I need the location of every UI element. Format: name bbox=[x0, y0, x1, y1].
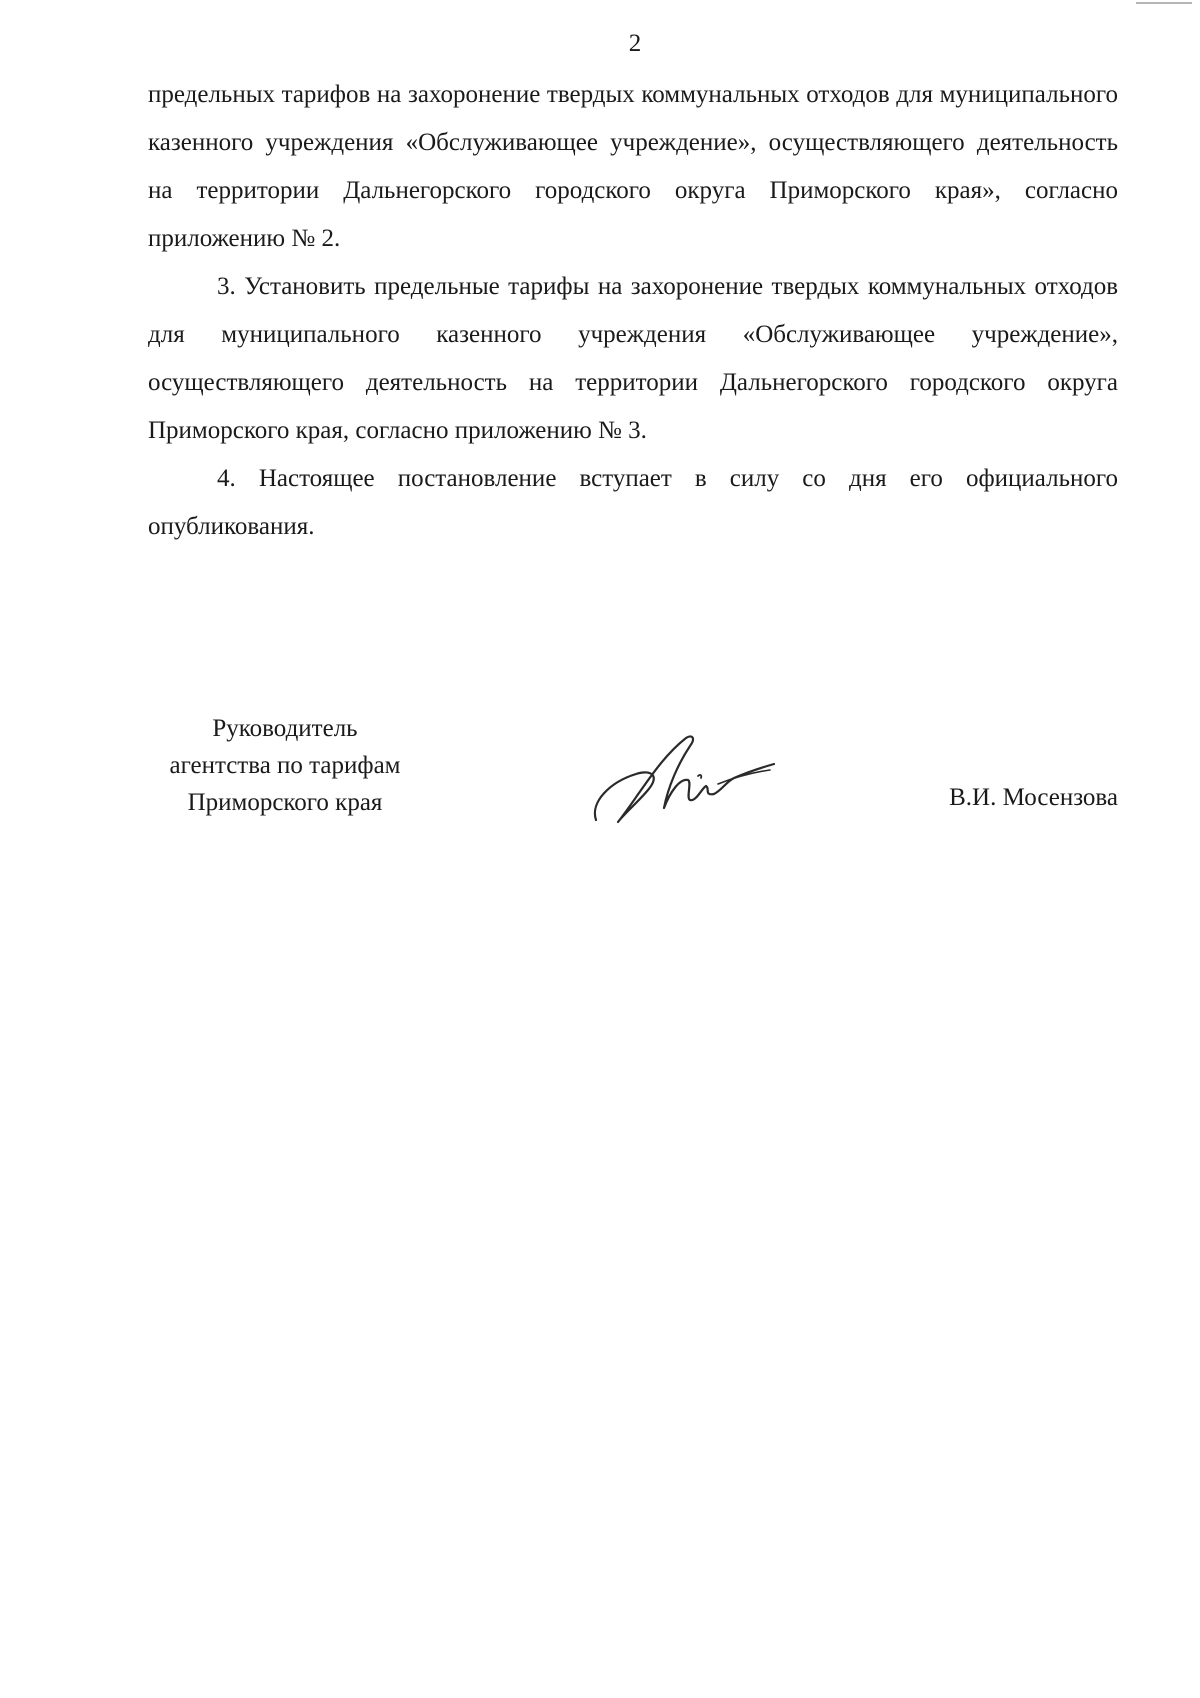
signer-position bbox=[140, 710, 430, 821]
paragraph-continuation: предельных тарифов на захоронение твердых коммунальных отходов для муниципального казенного учреждения «Обслуживающее учреждение», осуществляющего деятельность на территории Дальнегорского городского округа Приморского края», согласно приложению № 2. bbox=[148, 81, 1118, 252]
signer-position-line-2: агентства по тарифам bbox=[169, 752, 401, 779]
page-number: 2 bbox=[628, 30, 642, 57]
paragraph-item-4: 4. Настоящее постановление вступает в силу со дня его официального опубликования. bbox=[148, 465, 1118, 540]
paragraph-item-3: 3. Установить предельные тарифы на захоронение твердых коммунальных отходов для муниципального казенного учреждения «Обслуживающее учреждение», осуществляющего деятельность на территории Дальнегорского городского округа Приморского края, согласно приложению № 3. bbox=[148, 273, 1118, 444]
signature-block bbox=[0, 710, 1200, 820]
signer-position-line-3: Приморского края bbox=[187, 789, 383, 816]
signer-position-line-1: Руководитель bbox=[212, 715, 358, 742]
handwritten-signature bbox=[588, 732, 778, 832]
document-body bbox=[148, 71, 1118, 551]
signer-name: В.И. Мосензова bbox=[949, 784, 1118, 811]
scan-edge-mark bbox=[1136, 2, 1192, 4]
